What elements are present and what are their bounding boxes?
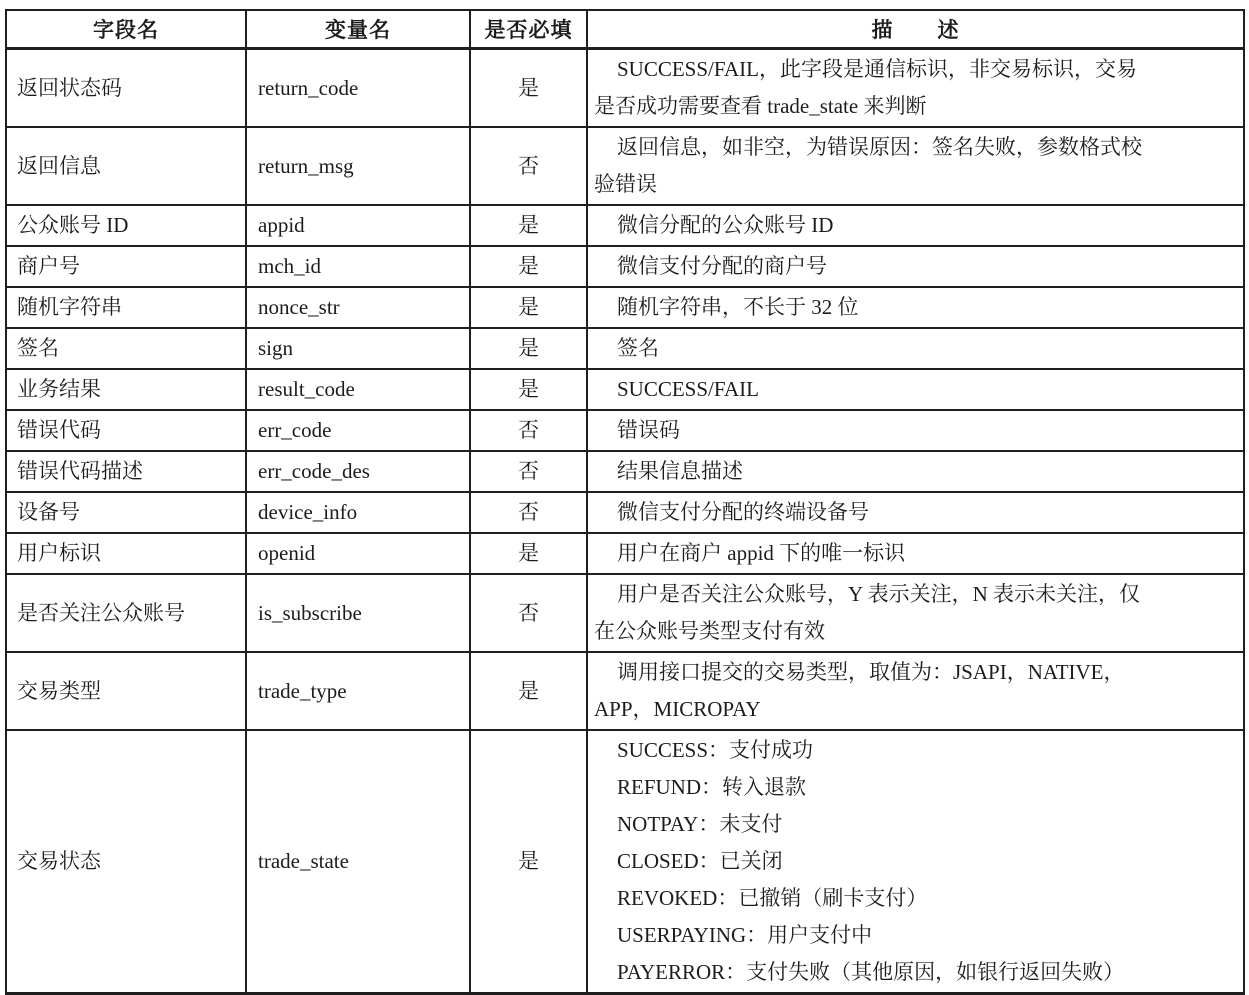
variable-name-cell: openid [246, 533, 470, 574]
description-line: 签名 [617, 336, 659, 360]
description-cell [587, 652, 1244, 730]
description-cell [587, 410, 1244, 451]
column-header-field-name: 字段名 [6, 10, 246, 49]
required-cell: 否 [470, 492, 587, 533]
description-line: CLOSED：已关闭 [617, 849, 783, 873]
table-row [6, 328, 1244, 369]
description-line: 用户在商户 appid 下的唯一标识 [617, 541, 906, 565]
table-row [6, 246, 1244, 287]
required-cell: 否 [470, 410, 587, 451]
required-cell: 否 [470, 127, 587, 205]
description-line: SUCCESS/FAIL，此字段是通信标识，非交易标识，交易 [617, 57, 1137, 81]
field-name-cell: 随机字符串 [6, 287, 246, 328]
field-name-cell: 交易状态 [6, 730, 246, 994]
description-cell [587, 49, 1244, 128]
variable-name-cell: sign [246, 328, 470, 369]
column-header-description: 描 述 [587, 10, 1244, 49]
description-cell [587, 369, 1244, 410]
column-header-variable-name: 变量名 [246, 10, 470, 49]
table-row [6, 574, 1244, 652]
required-cell: 是 [470, 246, 587, 287]
required-cell: 是 [470, 652, 587, 730]
field-name-cell: 用户标识 [6, 533, 246, 574]
table-row [6, 451, 1244, 492]
table-row [6, 49, 1244, 128]
description-line: 微信支付分配的终端设备号 [617, 500, 869, 524]
table-row [6, 127, 1244, 205]
description-line: REVOKED：已撤销（刷卡支付） [617, 886, 928, 910]
variable-name-cell: device_info [246, 492, 470, 533]
description-cell [587, 328, 1244, 369]
table-row [6, 533, 1244, 574]
header-row [6, 10, 1244, 49]
variable-name-cell: mch_id [246, 246, 470, 287]
table-row [6, 205, 1244, 246]
variable-name-cell: result_code [246, 369, 470, 410]
variable-name-cell: err_code [246, 410, 470, 451]
description-line: 用户是否关注公众账号，Y 表示关注，N 表示未关注，仅 [617, 582, 1141, 606]
table-row [6, 410, 1244, 451]
required-cell: 是 [470, 49, 587, 128]
variable-name-cell: appid [246, 205, 470, 246]
description-line: 微信支付分配的商户号 [617, 254, 827, 278]
description-line: 调用接口提交的交易类型，取值为：JSAPI，NATIVE， [617, 660, 1125, 684]
table-row [6, 730, 1244, 994]
description-cell [587, 492, 1244, 533]
description-line: 错误码 [617, 418, 680, 442]
table-header [6, 10, 1244, 49]
field-name-cell: 交易类型 [6, 652, 246, 730]
field-name-cell: 返回信息 [6, 127, 246, 205]
variable-name-cell: nonce_str [246, 287, 470, 328]
table-row [6, 369, 1244, 410]
description-cell [587, 246, 1244, 287]
description-line: 结果信息描述 [617, 459, 743, 483]
required-cell: 是 [470, 287, 587, 328]
table-row [6, 492, 1244, 533]
field-name-cell: 商户号 [6, 246, 246, 287]
description-cell [587, 730, 1244, 994]
description-line: 微信分配的公众账号 ID [617, 213, 834, 237]
description-line: SUCCESS/FAIL [617, 377, 759, 401]
variable-name-cell: trade_type [246, 652, 470, 730]
field-name-cell: 业务结果 [6, 369, 246, 410]
description-line: NOTPAY：未支付 [617, 812, 783, 836]
api-fields-table [5, 9, 1245, 995]
table-row [6, 287, 1244, 328]
description-cell [587, 451, 1244, 492]
description-line: SUCCESS：支付成功 [617, 738, 814, 762]
variable-name-cell: err_code_des [246, 451, 470, 492]
description-cell [587, 127, 1244, 205]
required-cell: 否 [470, 574, 587, 652]
required-cell: 是 [470, 205, 587, 246]
field-name-cell: 公众账号 ID [6, 205, 246, 246]
variable-name-cell: is_subscribe [246, 574, 470, 652]
required-cell: 是 [470, 533, 587, 574]
description-cell [587, 574, 1244, 652]
required-cell: 否 [470, 451, 587, 492]
variable-name-cell: trade_state [246, 730, 470, 994]
column-header-required: 是否必填 [470, 10, 587, 49]
description-line: 在公众账号类型支付有效 [594, 619, 825, 643]
field-name-cell: 设备号 [6, 492, 246, 533]
description-line: PAYERROR：支付失败（其他原因，如银行返回失败） [617, 960, 1125, 984]
table-row [6, 652, 1244, 730]
variable-name-cell: return_code [246, 49, 470, 128]
description-line: APP，MICROPAY [594, 697, 761, 721]
description-line: 返回信息，如非空，为错误原因：签名失败，参数格式校 [617, 135, 1142, 159]
table-body [6, 49, 1244, 994]
description-line: 随机字符串，不长于 32 位 [617, 295, 859, 319]
field-name-cell: 返回状态码 [6, 49, 246, 128]
required-cell: 是 [470, 369, 587, 410]
description-cell [587, 533, 1244, 574]
description-line: 是否成功需要查看 trade_state 来判断 [594, 94, 927, 118]
variable-name-cell: return_msg [246, 127, 470, 205]
required-cell: 是 [470, 328, 587, 369]
description-cell [587, 287, 1244, 328]
description-line: REFUND：转入退款 [617, 775, 807, 799]
field-name-cell: 签名 [6, 328, 246, 369]
field-name-cell: 是否关注公众账号 [6, 574, 246, 652]
required-cell: 是 [470, 730, 587, 994]
field-name-cell: 错误代码描述 [6, 451, 246, 492]
description-cell [587, 205, 1244, 246]
description-line: USERPAYING：用户支付中 [617, 923, 873, 947]
field-name-cell: 错误代码 [6, 410, 246, 451]
description-line: 验错误 [594, 172, 657, 196]
